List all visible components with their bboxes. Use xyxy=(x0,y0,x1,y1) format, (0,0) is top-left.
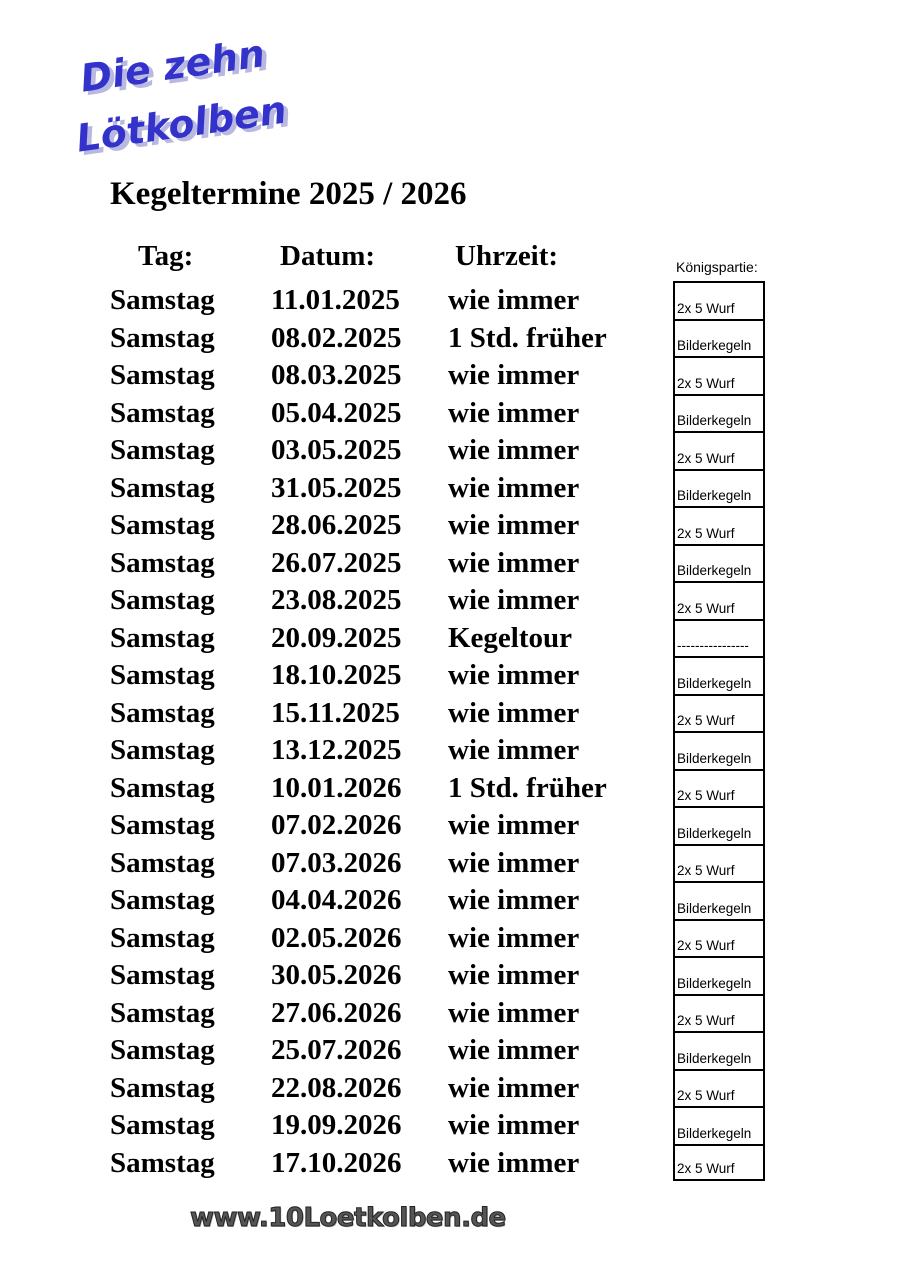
cell-koenigspartie xyxy=(673,469,765,507)
cell-koenigspartie xyxy=(673,731,765,769)
page-title: Kegeltermine 2025 / 2026 xyxy=(110,176,467,212)
table-row xyxy=(0,356,900,394)
cell-datum: 22.08.2026 xyxy=(271,1071,402,1104)
cell-tag: Samstag xyxy=(110,284,215,316)
cell-koenigspartie xyxy=(673,694,765,732)
cell-uhrzeit: wie immer xyxy=(448,959,580,991)
column-header-koenigspartie: Königspartie: xyxy=(676,259,758,275)
table-row xyxy=(0,956,900,994)
cell-datum: 02.05.2026 xyxy=(271,921,402,954)
table-row xyxy=(0,731,900,769)
cell-datum: 25.07.2026 xyxy=(271,1034,402,1066)
cell-tag: Samstag xyxy=(110,884,215,916)
table-row xyxy=(0,1069,900,1107)
cell-koenigspartie-text: 2x 5 Wurf xyxy=(677,788,735,803)
cell-uhrzeit: wie immer xyxy=(448,434,580,466)
cell-uhrzeit: wie immer xyxy=(448,584,580,616)
cell-tag: Samstag xyxy=(110,734,215,766)
cell-datum: 18.10.2025 xyxy=(271,659,402,691)
cell-datum: 15.11.2025 xyxy=(271,696,400,729)
cell-tag: Samstag xyxy=(110,696,215,729)
cell-koenigspartie-text: Bilderkegeln xyxy=(677,750,752,766)
table-row xyxy=(0,881,900,919)
cell-koenigspartie-text: Bilderkegeln xyxy=(677,900,752,916)
cell-uhrzeit: wie immer xyxy=(448,359,580,391)
cell-datum: 27.06.2026 xyxy=(271,996,402,1029)
cell-koenigspartie xyxy=(673,1106,765,1144)
cell-datum: 11.01.2025 xyxy=(271,284,400,316)
table-row xyxy=(0,806,900,844)
cell-uhrzeit: wie immer xyxy=(448,921,580,954)
table-row xyxy=(0,581,900,619)
column-header-datum: Datum: xyxy=(280,240,376,272)
cell-uhrzeit: wie immer xyxy=(448,734,580,766)
cell-datum: 23.08.2025 xyxy=(271,584,402,616)
cell-uhrzeit: wie immer xyxy=(448,284,580,316)
cell-datum: 10.01.2026 xyxy=(271,771,402,804)
cell-datum: 28.06.2025 xyxy=(271,509,402,541)
cell-koenigspartie-text: 2x 5 Wurf xyxy=(677,713,735,728)
cell-koenigspartie xyxy=(673,656,765,694)
cell-tag: Samstag xyxy=(110,621,215,654)
cell-koenigspartie-text: Bilderkegeln xyxy=(677,1125,752,1141)
table-row xyxy=(0,694,900,732)
cell-koenigspartie xyxy=(673,769,765,807)
cell-koenigspartie-text: Bilderkegeln xyxy=(677,1050,752,1066)
cell-uhrzeit: wie immer xyxy=(448,996,580,1029)
table-row xyxy=(0,506,900,544)
cell-uhrzeit: wie immer xyxy=(448,509,580,541)
cell-tag: Samstag xyxy=(110,321,215,354)
cell-koenigspartie-text: Bilderkegeln xyxy=(677,675,752,691)
cell-tag: Samstag xyxy=(110,1071,215,1104)
cell-koenigspartie-text: 2x 5 Wurf xyxy=(677,1088,735,1103)
cell-tag: Samstag xyxy=(110,546,215,579)
cell-tag: Samstag xyxy=(110,959,215,991)
cell-koenigspartie-text: Bilderkegeln xyxy=(677,975,752,991)
cell-koenigspartie xyxy=(673,431,765,469)
cell-koenigspartie xyxy=(673,356,765,394)
logo-line-2: Lötkolben xyxy=(73,87,290,161)
cell-koenigspartie xyxy=(673,544,765,582)
cell-tag: Samstag xyxy=(110,471,215,504)
cell-datum: 03.05.2025 xyxy=(271,434,402,466)
table-row xyxy=(0,844,900,882)
cell-uhrzeit: 1 Std. früher xyxy=(448,771,607,804)
cell-koenigspartie-text: Bilderkegeln xyxy=(677,413,752,428)
cell-koenigspartie-text: 2x 5 Wurf xyxy=(677,863,735,878)
table-row xyxy=(0,656,900,694)
cell-koenigspartie xyxy=(673,806,765,844)
cell-uhrzeit: Kegeltour xyxy=(448,621,573,654)
table-row xyxy=(0,619,900,657)
cell-tag: Samstag xyxy=(110,359,215,391)
cell-koenigspartie-text: Bilderkegeln xyxy=(677,338,752,353)
cell-uhrzeit: wie immer xyxy=(448,884,580,916)
cell-koenigspartie xyxy=(673,1031,765,1069)
cell-uhrzeit: wie immer xyxy=(448,1109,580,1141)
cell-tag: Samstag xyxy=(110,396,215,429)
column-header-uhrzeit: Uhrzeit: xyxy=(455,240,559,272)
table-row xyxy=(0,544,900,582)
logo-line-1: Die zehn xyxy=(77,31,268,101)
cell-datum: 13.12.2025 xyxy=(271,734,402,766)
cell-datum: 31.05.2025 xyxy=(271,471,402,504)
cell-koenigspartie xyxy=(673,1069,765,1107)
cell-koenigspartie xyxy=(673,394,765,432)
cell-koenigspartie-text: 2x 5 Wurf xyxy=(677,300,735,316)
cell-uhrzeit: wie immer xyxy=(448,471,580,504)
table-row xyxy=(0,919,900,957)
cell-tag: Samstag xyxy=(110,771,215,804)
cell-koenigspartie xyxy=(673,619,765,657)
cell-tag: Samstag xyxy=(110,809,215,841)
cell-datum: 08.03.2025 xyxy=(271,359,402,391)
table-row xyxy=(0,469,900,507)
cell-koenigspartie xyxy=(673,1144,765,1182)
cell-koenigspartie xyxy=(673,506,765,544)
cell-tag: Samstag xyxy=(110,846,215,879)
cell-koenigspartie xyxy=(673,581,765,619)
cell-koenigspartie xyxy=(673,319,765,357)
cell-koenigspartie-text: Bilderkegeln xyxy=(677,825,752,841)
cell-tag: Samstag xyxy=(110,584,215,616)
cell-uhrzeit: wie immer xyxy=(448,809,580,841)
cell-uhrzeit: wie immer xyxy=(448,1146,580,1179)
cell-koenigspartie-text: 2x 5 Wurf xyxy=(677,938,735,953)
cell-koenigspartie-text: 2x 5 Wurf xyxy=(677,1013,735,1028)
table-row xyxy=(0,994,900,1032)
cell-koenigspartie xyxy=(673,956,765,994)
cell-uhrzeit: wie immer xyxy=(448,659,580,691)
cell-datum: 19.09.2026 xyxy=(271,1109,402,1141)
cell-koenigspartie-text: Bilderkegeln xyxy=(677,488,752,503)
table-row xyxy=(0,1106,900,1144)
cell-tag: Samstag xyxy=(110,1146,215,1179)
cell-koenigspartie-text: 2x 5 Wurf xyxy=(677,375,735,391)
cell-koenigspartie-text: 2x 5 Wurf xyxy=(677,1161,735,1176)
table-row xyxy=(0,431,900,469)
table-row xyxy=(0,394,900,432)
cell-koenigspartie-text: 2x 5 Wurf xyxy=(677,450,735,466)
cell-datum: 07.02.2026 xyxy=(271,809,402,841)
table-row xyxy=(0,319,900,357)
cell-uhrzeit: wie immer xyxy=(448,1034,580,1066)
cell-uhrzeit: 1 Std. früher xyxy=(448,321,607,354)
cell-koenigspartie-text: 2x 5 Wurf xyxy=(677,600,735,616)
cell-datum: 05.04.2025 xyxy=(271,396,402,429)
cell-koenigspartie xyxy=(673,881,765,919)
cell-uhrzeit: wie immer xyxy=(448,396,580,429)
website-url: www.10Loetkolben.de xyxy=(190,1203,506,1233)
cell-datum: 30.05.2026 xyxy=(271,959,402,991)
cell-koenigspartie-text: ---------------- xyxy=(677,638,749,653)
cell-tag: Samstag xyxy=(110,996,215,1029)
cell-uhrzeit: wie immer xyxy=(448,696,580,729)
cell-koenigspartie xyxy=(673,994,765,1032)
cell-datum: 17.10.2026 xyxy=(271,1146,402,1179)
cell-uhrzeit: wie immer xyxy=(448,546,580,579)
cell-koenigspartie-text: Bilderkegeln xyxy=(677,563,752,578)
cell-koenigspartie xyxy=(673,281,765,319)
cell-tag: Samstag xyxy=(110,434,215,466)
cell-datum: 20.09.2025 xyxy=(271,621,402,654)
logo xyxy=(70,31,300,168)
cell-koenigspartie-text: 2x 5 Wurf xyxy=(677,525,735,541)
cell-tag: Samstag xyxy=(110,921,215,954)
cell-datum: 08.02.2025 xyxy=(271,321,402,354)
table-row xyxy=(0,1031,900,1069)
table-row xyxy=(0,281,900,319)
cell-datum: 04.04.2026 xyxy=(271,884,402,916)
table-row xyxy=(0,769,900,807)
cell-koenigspartie xyxy=(673,844,765,882)
cell-tag: Samstag xyxy=(110,1109,215,1141)
cell-datum: 26.07.2025 xyxy=(271,546,402,579)
cell-tag: Samstag xyxy=(110,509,215,541)
cell-datum: 07.03.2026 xyxy=(271,846,402,879)
cell-tag: Samstag xyxy=(110,1034,215,1066)
cell-koenigspartie xyxy=(673,919,765,957)
cell-uhrzeit: wie immer xyxy=(448,1071,580,1104)
column-header-tag: Tag: xyxy=(138,240,194,272)
cell-tag: Samstag xyxy=(110,659,215,691)
schedule-table xyxy=(0,281,900,1181)
table-row xyxy=(0,1144,900,1182)
cell-uhrzeit: wie immer xyxy=(448,846,580,879)
